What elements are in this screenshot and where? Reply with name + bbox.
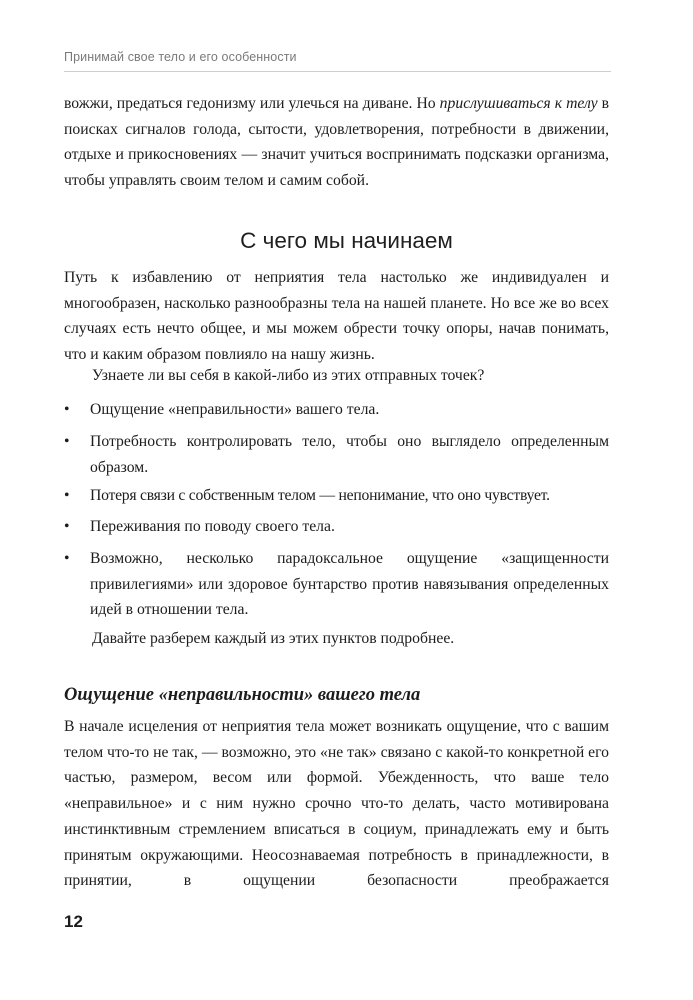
bullet-dot: • xyxy=(64,550,70,567)
paragraph-transition: Давайте разберем каждый из этих пунктов подробнее. xyxy=(92,630,455,647)
bullet-item xyxy=(64,397,609,423)
intro-text-start: вожжи, предаться гедонизму или улечься на диване. Но xyxy=(64,95,440,112)
intro-paragraph xyxy=(64,91,609,194)
bullet-item xyxy=(64,429,609,480)
bullet-item xyxy=(64,546,609,623)
bullet-text: Переживания по поводу своего тела. xyxy=(90,518,335,535)
paragraph-body: В начале исцеления от неприятия тела может возникать ощущение, что с вашим телом что-то не так, — возможно, это «не так» связано с какой-то конкретной его частью, размером, весом или формой. Убежденность, что ваше тело «неправильное» и с ним нужно срочно что-то делать, часто мотивирована инстинктивным стремлением вписаться в социум, принадлежать ему и быть принятым окружающими. Неосознаваемая потребность в принадлежности, в принятии, в ощущении безопасности преображается xyxy=(64,718,609,890)
bullet-dot: • xyxy=(64,433,70,450)
bullet-text: Ощущение «неправильности» вашего тела. xyxy=(90,401,380,418)
page-number: 12 xyxy=(64,912,83,931)
bullet-dot: • xyxy=(64,518,70,535)
paragraph-path: Путь к избавлению от неприятия тела настолько же индивидуален и многообразен, насколько разнообразны тела на нашей планете. Но все же во всех случаях есть нечто общее, и мы можем обрести точку опоры, начав понимать, что и каким образом повлияло на нашу жизнь. xyxy=(64,269,609,364)
bullet-item xyxy=(64,483,609,509)
paragraph-question: Узнаете ли вы себя в какой-либо из этих отправных точек? xyxy=(92,367,485,384)
running-head: Принимай свое тело и его особенности xyxy=(64,50,297,64)
bullet-dot: • xyxy=(64,401,70,418)
intro-emphasis: прислушиваться к телу xyxy=(439,95,598,112)
bullet-text: Возможно, несколько парадоксальное ощущение «защищенности привилегиями» или здоровое бунтарство против навязывания определенных идей в отношении тела. xyxy=(90,550,609,619)
bullet-item xyxy=(64,514,609,540)
intro-text-end: в поисках сигналов голода, сытости, удовлетворения, потребности в движении, отдыхе и прикосновениях — значит учиться воспринимать подсказки организма, чтобы управлять своим телом и самим собой. xyxy=(64,95,609,190)
running-head-rule xyxy=(64,71,611,72)
section-heading: С чего мы начинаем xyxy=(240,228,453,253)
subheading: Ощущение «неправильности» вашего тела xyxy=(64,685,421,705)
bullet-text: Потеря связи с собственным телом — непонимание, что оно чувствует. xyxy=(90,487,550,504)
bullet-dot: • xyxy=(64,487,70,504)
bullet-text: Потребность контролировать тело, чтобы оно выглядело определенным образом. xyxy=(90,433,609,476)
